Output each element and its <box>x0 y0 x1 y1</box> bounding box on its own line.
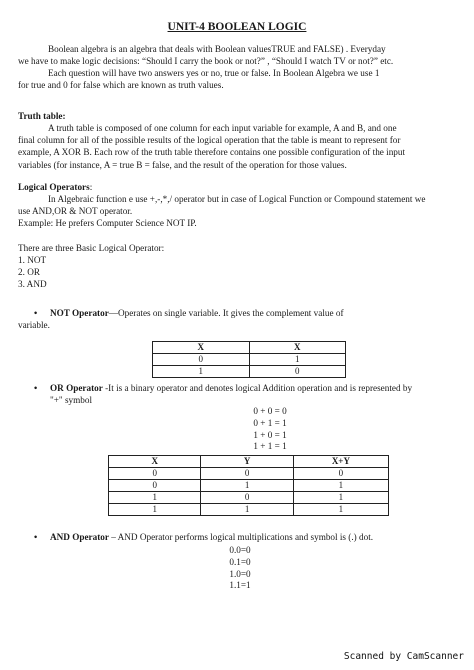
basic-operators-list <box>18 242 462 291</box>
list-item: 1. NOT <box>18 255 47 266</box>
intro-line: for true and 0 for false which are known as truth values. <box>18 80 224 91</box>
equation: 1 + 0 = 1 <box>253 429 287 440</box>
bullet: • <box>34 383 38 393</box>
table-cell: 0 <box>293 468 388 480</box>
table-cell: 1 <box>153 366 250 378</box>
equation: 0 + 0 = 0 <box>253 406 287 416</box>
list-item: 2. OR <box>18 267 40 278</box>
truth-table-line: final column for all of the possible results of the logical operation that the table is meant to represent for <box>18 135 401 146</box>
logical-operators-line: Example: He prefers Computer Science NOT IP. <box>18 218 197 229</box>
table-cell: 0 <box>109 480 201 492</box>
equation: 0.1=0 <box>229 556 251 567</box>
table-cell: 0 <box>201 468 293 480</box>
table-row <box>153 366 346 378</box>
or-operator-section <box>18 382 462 406</box>
table-cell: 0 <box>153 354 250 366</box>
operator-desc-cont: variable. <box>18 320 50 331</box>
equation: 0 + 1 = 1 <box>253 417 287 428</box>
operator-desc: —Operates on single variable. It gives the complement value of <box>108 308 344 318</box>
truth-table-line: A truth table is composed of one column for each input variable for example, A and B, and one <box>48 123 397 134</box>
and-operator-section <box>18 531 462 543</box>
section-heading: Truth table: <box>18 111 66 121</box>
table-header: X+Y <box>293 456 388 468</box>
table-row <box>109 504 389 516</box>
not-operator-section <box>18 307 462 331</box>
logical-operators-line: use AND,OR & NOT operator. <box>18 206 133 217</box>
list-intro: There are three Basic Logical Operator: <box>18 243 165 253</box>
intro-line: we have to make logic decisions: “Should I carry the book or not?” , “Should I watch TV or not?” etc. <box>18 56 394 67</box>
table-cell: 1 <box>109 504 201 516</box>
operator-name: OR Operator <box>50 383 103 393</box>
table-cell: 1 <box>249 354 346 366</box>
scanner-watermark: Scanned by CamScanner <box>343 651 464 663</box>
operator-desc-cont: "+" symbol <box>50 395 93 406</box>
operator-desc: -It is a binary operator and denotes logical Addition operation and is represented by <box>102 383 413 393</box>
table-cell: 1 <box>293 492 388 504</box>
operator-desc: – AND Operator performs logical multiplications and symbol is (.) dot. <box>108 532 374 542</box>
equation: 1.0=0 <box>229 568 251 579</box>
table-cell: 1 <box>293 504 388 516</box>
table-cell: 1 <box>109 492 201 504</box>
equation: 0.0=0 <box>229 545 251 555</box>
intro-line: Each question will have two answers yes or no, true or false. In Boolean Algebra we use 1 <box>48 68 380 79</box>
and-equations <box>200 545 280 592</box>
table-header-complement: $\overline{X}$ <box>249 342 346 354</box>
table-cell: 0 <box>249 366 346 378</box>
logical-operators-section <box>18 181 462 230</box>
operator-name: AND Operator <box>50 532 109 542</box>
list-item: 3. AND <box>18 279 47 290</box>
table-header: X <box>153 342 250 354</box>
table-cell: 1 <box>293 480 388 492</box>
table-cell: 1 <box>201 480 293 492</box>
table-header: Y <box>201 456 293 468</box>
table-row <box>153 354 346 366</box>
table-row <box>109 492 389 504</box>
equation: 1 + 1 = 1 <box>253 441 287 452</box>
truth-table-line: variables (for instance, A = true B = false, and the result of the operation for those values. <box>18 159 347 170</box>
table-cell: 0 <box>201 492 293 504</box>
not-truth-table <box>152 341 346 378</box>
table-row <box>109 480 389 492</box>
or-equations <box>210 406 330 453</box>
intro-paragraph <box>18 43 462 92</box>
or-truth-table <box>108 455 389 516</box>
operator-name: NOT Operator <box>50 308 109 318</box>
heading-colon: : <box>89 182 93 192</box>
section-heading: Logical Operators <box>18 182 90 192</box>
equation: 1.1=1 <box>229 580 251 591</box>
table-cell: 1 <box>201 504 293 516</box>
intro-line: Boolean algebra is an algebra that deals with Boolean valuesTRUE and FALSE) . Everyday <box>48 44 386 54</box>
truth-table-line: example, A XOR B. Each row of the truth table therefore contains one possible configuration of the input <box>18 147 406 158</box>
table-cell: 0 <box>109 468 201 480</box>
table-row <box>109 468 389 480</box>
bullet: • <box>34 532 38 542</box>
logical-operators-line: In Algebraic function e use +,-,*,/ operator but in case of Logical Function or Compound statement we <box>48 194 426 205</box>
bullet: • <box>34 308 38 318</box>
page-title: UNIT-4 BOOLEAN LOGIC <box>167 21 307 33</box>
table-header: X <box>109 456 201 468</box>
truth-table-section <box>18 110 462 171</box>
